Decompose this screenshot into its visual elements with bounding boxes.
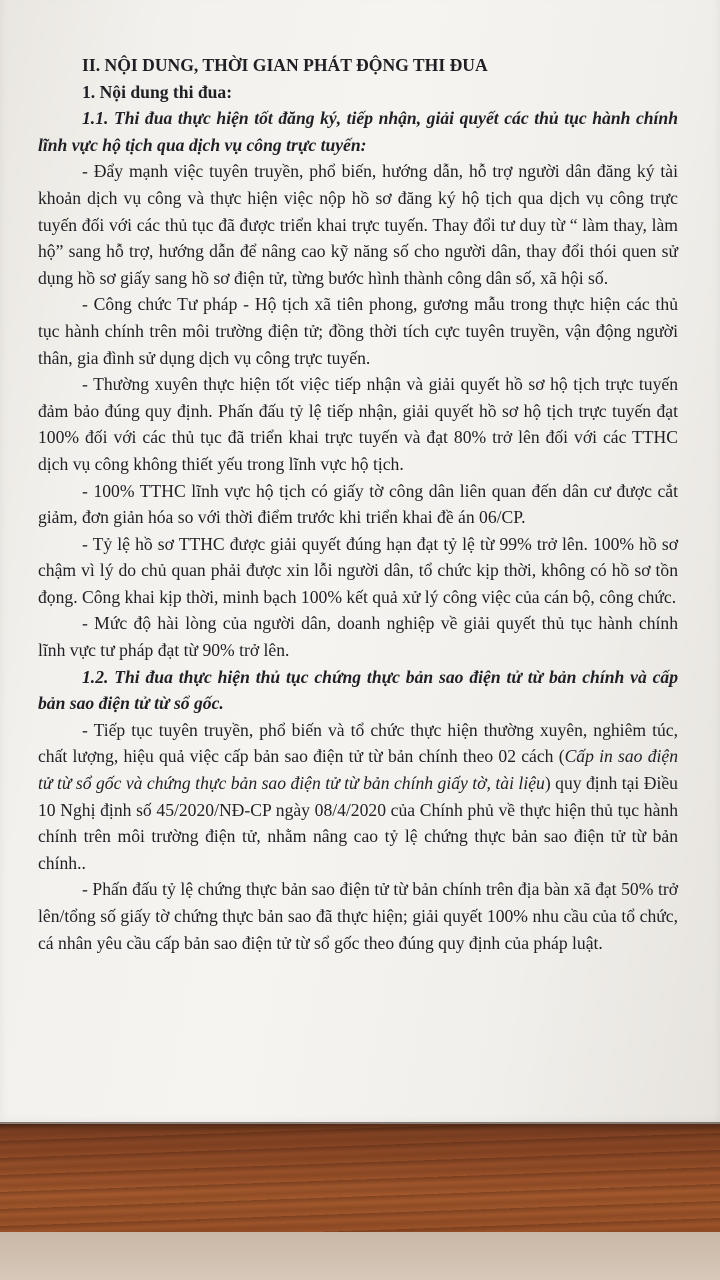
paragraph: - Mức độ hài lòng của người dân, doanh nghiệp về giải quyết thủ tục hành chính lĩnh vực tư pháp đạt từ 90% trở lên.	[38, 613, 678, 661]
paragraph: - 100% TTHC lĩnh vực hộ tịch có giấy tờ công dân liên quan đến dân cư được cắt giảm, đơn giản hóa so với thời điểm trước khi triển khai đề án 06/CP.	[38, 480, 678, 528]
paragraph-text: - Tiếp tục tuyên truyền, phổ biến và tổ chức thực hiện thường xuyên, nghiêm túc, chất lượng, hiệu quả việc cấp bản sao điện tử từ bản chính theo 02 cách (	[38, 719, 678, 767]
floor-background	[0, 1232, 720, 1280]
paragraph-italic-text: Cấp in sao điện tử từ sổ gốc và chứng thực bản sao điện tử từ bản chính giấy tờ, tài liệu	[38, 746, 678, 794]
section-1-1-title: 1.1. Thi đua thực hiện tốt đăng ký, tiếp nhận, giải quyết các thủ tục hành chính lĩnh vực hộ tịch qua dịch vụ công trực tuyến:	[38, 108, 678, 155]
paragraph-text: ) quy định tại Điều 10 Nghị định số 45/2020/NĐ-CP ngày 08/4/2020 của Chính phủ về thực hiện thủ tục hành chính trên môi trường điện tử, nhằm nâng cao tỷ lệ chứng thực bản sao điện tử từ bản chính..	[38, 773, 678, 873]
paragraph: - Công chức Tư pháp - Hộ tịch xã tiên phong, gương mẫu trong thực hiện các thủ tục hành chính trên môi trường điện tử; đồng thời tích cực tuyên truyền, vận động người thân, gia đình sử dụng dịch vụ công trực tuyến.	[38, 294, 678, 368]
section-heading: II. NỘI DUNG, THỜI GIAN PHÁT ĐỘNG THI ĐUA	[82, 55, 488, 75]
paragraph: - Tỷ lệ hồ sơ TTHC được giải quyết đúng hạn đạt tỷ lệ từ 99% trở lên. 100% hồ sơ chậm vì lý do chủ quan phải được xin lỗi người dân, tổ chức kịp thời, không có hồ sơ tồn đọng. Công khai kịp thời, minh bạch 100% kết quả xử lý công việc của cán bộ, công chức.	[38, 533, 678, 607]
paragraph: - Phấn đấu tỷ lệ chứng thực bản sao điện tử từ bản chính trên địa bàn xã đạt 50% trở lên/tổng số giấy tờ chứng thực bản sao đã thực hiện; giải quyết 100% nhu cầu của tổ chức, cá nhân yêu cầu cấp bản sao điện tử từ sổ gốc theo đúng quy định của pháp luật.	[38, 879, 678, 953]
section-1-2-title: 1.2. Thi đua thực hiện thủ tục chứng thực bản sao điện tử từ bản chính và cấp bản sao điện tử từ sổ gốc.	[38, 666, 678, 714]
paragraph: - Thường xuyên thực hiện tốt việc tiếp nhận và giải quyết hồ sơ hộ tịch trực tuyến đảm bảo đúng quy định. Phấn đấu tỷ lệ tiếp nhận, giải quyết hồ sơ hộ tịch trực tuyến đạt 100% đối với các thủ tục đã triển khai trực tuyến và đạt 80% trở lên đối với các TTHC dịch vụ công không thiết yếu trong lĩnh vực hộ tịch.	[38, 374, 678, 474]
subsection-heading: 1. Nội dung thi đua:	[82, 81, 233, 102]
desk-edge-shadow	[0, 1122, 720, 1132]
paragraph	[38, 717, 678, 877]
document-body	[38, 52, 678, 956]
paragraph: - Đẩy mạnh việc tuyên truyền, phổ biến, hướng dẫn, hỗ trợ người dân đăng ký tài khoản dịch vụ công và thực hiện việc nộp hồ sơ đăng ký hộ tịch qua dịch vụ công trực tuyến đối với các thủ tục đã được triển khai trực tuyến. Thay đổi tư duy từ “ làm thay, làm hộ” sang hỗ trợ, hướng dẫn để nâng cao kỹ năng số cho người dân, thay đổi thói quen sử dụng hồ sơ giấy sang hồ sơ điện tử, từng bước hình thành công dân số, xã hội số.	[38, 161, 678, 288]
